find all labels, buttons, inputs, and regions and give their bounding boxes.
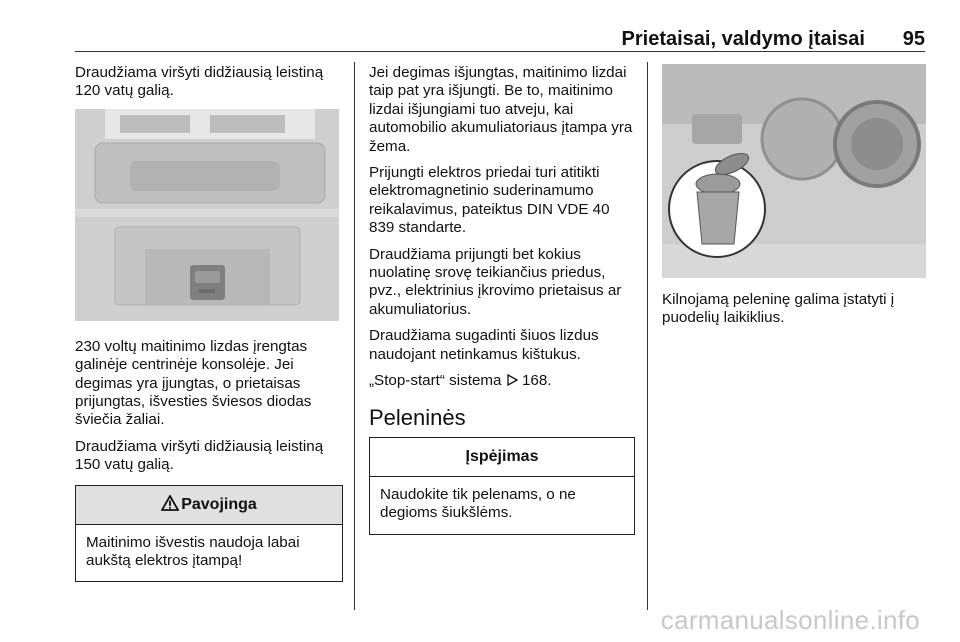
column-left [75, 64, 343, 582]
danger-box-title: Pavojinga [181, 495, 257, 513]
paragraph: Prijungti elektros priedai turi atitikti elektromagnetinio suderinamumo reikalavimus, pateiktus DIN VDE 40 839 standarte. [369, 164, 610, 237]
paragraph: Draudžiama prijungti bet kokius nuolatinę srovę teikiančius priedus, pvz., elektrinius įkrovimo prietaisus ar akumuliatorius. [369, 245, 622, 318]
page-header [75, 28, 925, 50]
figure-caption: Kilnojamą peleninę galima įstatyti į puodelių laikiklius. [662, 291, 895, 327]
paragraph: Jei degimas išjungtas, maitinimo lizdai taip pat yra išjungti. Be to, maitinimo lizdai išjungiami tuo atveju, kai automobilio akumuliatoriaus įtampa yra žema. [369, 64, 633, 155]
paragraph: Draudžiama viršyti didžiausią leistiną 150 vatų galią. [75, 437, 324, 474]
cross-reference[interactable] [369, 372, 635, 390]
column-middle [369, 64, 635, 535]
danger-box [75, 485, 343, 583]
page-reference-arrow-icon [506, 374, 518, 386]
cross-reference-page: 168. [521, 372, 552, 390]
column-divider [647, 62, 648, 610]
warning-triangle-icon [161, 495, 179, 511]
cross-reference-text: „Stop-start“ sistema [369, 372, 502, 390]
danger-box-text: Maitinimo išvestis naudoja labai aukštą elektros įtampą! [86, 533, 300, 570]
caution-box-title: Įspėjimas [370, 438, 634, 477]
watermark: carmanualsonline.info [660, 605, 920, 635]
caution-box-text: Naudokite tik pelenams, o ne degioms šiukšlėms. [380, 485, 576, 522]
paragraph: Draudžiama sugadinti šiuos lizdus naudojant netinkamus kištukus. [369, 327, 599, 363]
page-number: 95 [902, 28, 925, 50]
caution-box [369, 437, 635, 535]
paragraph: 230 voltų maitinimo lizdas įrengtas galinėje centrinėje konsolėje. Jei degimas yra įjungtas, o prietaisas prijungtas, išvesties šviesos diodas šviečia žaliai. [75, 337, 312, 429]
ashtray-cupholder-image [662, 64, 926, 278]
column-right [662, 64, 926, 336]
chapter-title: Prietaisai, valdymo įtaisai [621, 28, 865, 50]
column-divider [354, 62, 355, 610]
paragraph: Draudžiama viršyti didžiausią leistiną 120 vatų galią. [75, 64, 324, 100]
header-rule [75, 51, 925, 52]
power-outlet-console-image [75, 109, 339, 321]
section-title: Peleninės [369, 404, 466, 430]
danger-box-header [76, 486, 342, 525]
